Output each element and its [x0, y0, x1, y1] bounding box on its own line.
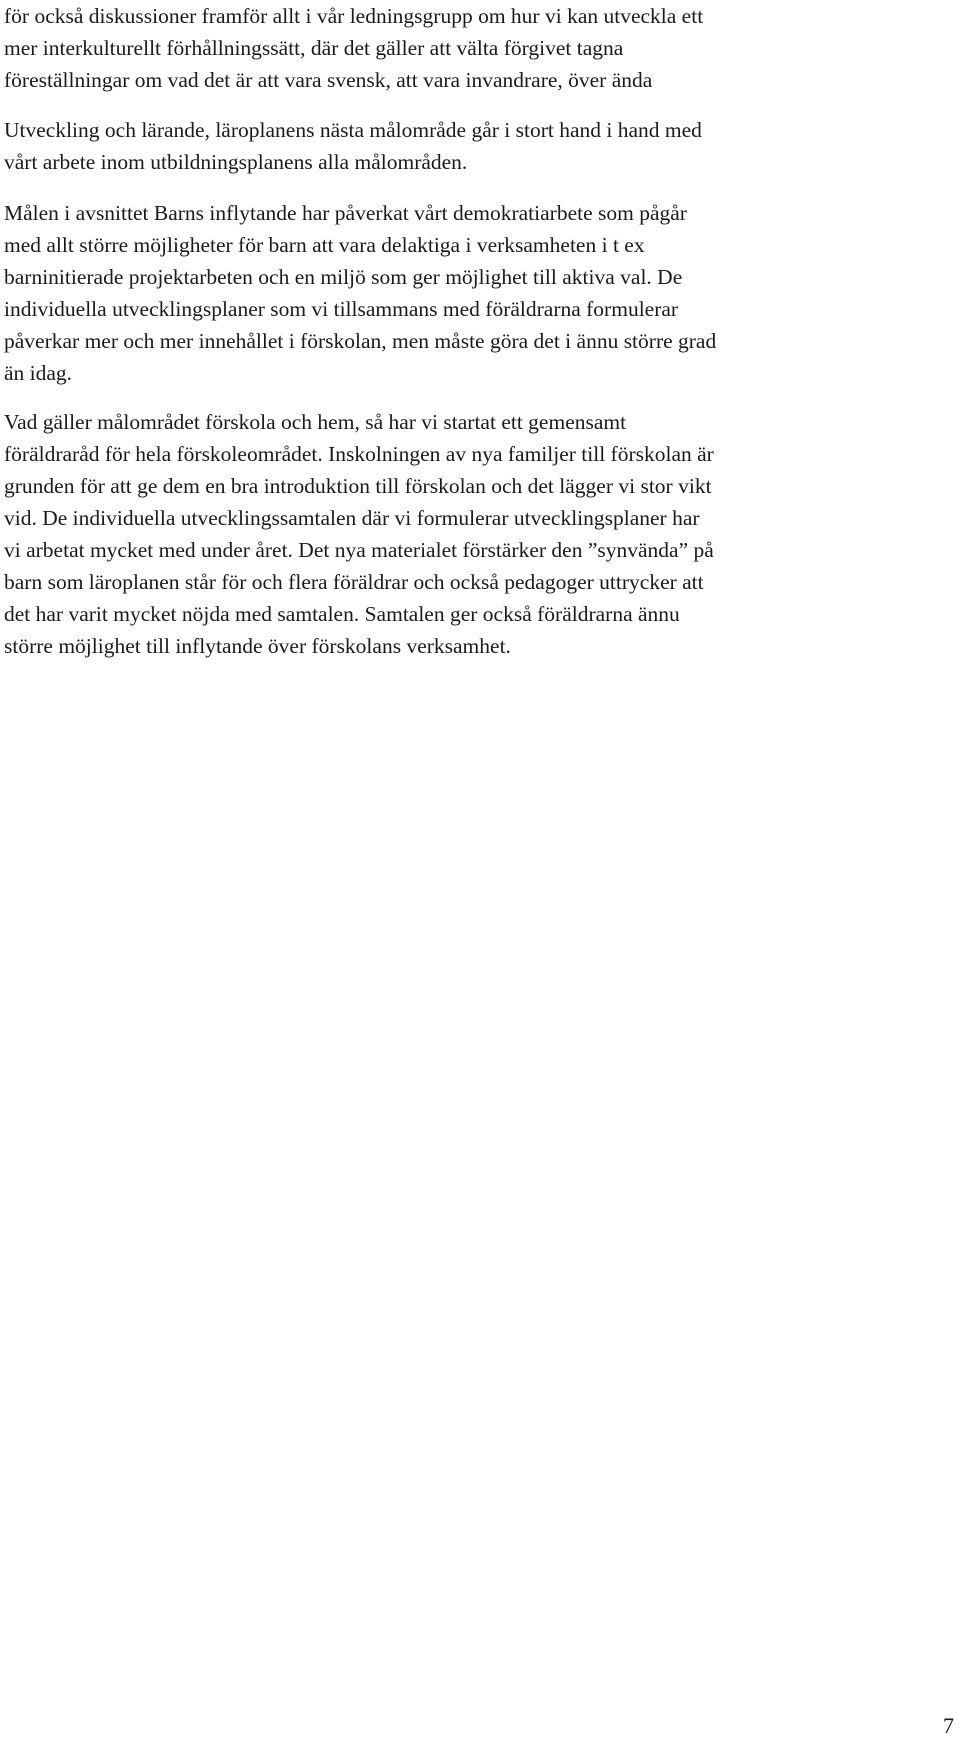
page-number: 7	[943, 1713, 954, 1738]
paragraph-preschool-home	[4, 406, 714, 662]
text-line: vi arbetat mycket med under året. Det nya materialet förstärker den ”synvända” på	[4, 538, 714, 562]
text-line: grunden för att ge dem en bra introduktion till förskolan och det lägger vi stor vikt	[4, 474, 712, 498]
text-line: föräldraråd för hela förskoleområdet. Inskolningen av nya familjer till förskolan är	[4, 442, 714, 466]
text-line: påverkar mer och mer innehållet i förskolan, men måste göra det i ännu större grad	[4, 329, 717, 353]
text-line: mer interkulturellt förhållningssätt, där det gäller att välta förgivet tagna	[4, 36, 624, 60]
text-line: Vad gäller målområdet förskola och hem, så har vi startat ett gemensamt	[4, 410, 627, 434]
text-line: barninitierade projektarbeten och en miljö som ger möjlighet till aktiva val. De	[4, 265, 683, 289]
text-line: än idag.	[4, 361, 73, 385]
text-line: det har varit mycket nöjda med samtalen. Samtalen ger också föräldrarna ännu	[4, 602, 680, 626]
text-line: Utveckling och lärande, läroplanens nästa målområde går i stort hand i hand med	[4, 118, 702, 142]
paragraph-children-influence	[4, 197, 716, 389]
text-line: barn som läroplanen står för och flera föräldrar och också pedagoger uttrycker att	[4, 570, 704, 594]
text-line: vårt arbete inom utbildningsplanens alla målområden.	[4, 150, 468, 174]
text-line: för också diskussioner framför allt i vår ledningsgrupp om hur vi kan utveckla ett	[4, 4, 704, 28]
paragraph-development-learning	[4, 114, 702, 178]
text-line: med allt större möjligheter för barn att vara delaktiga i verksamheten i t ex	[4, 233, 645, 257]
text-line: större möjlighet till inflytande över förskolans verksamhet.	[4, 634, 511, 658]
text-line: individuella utvecklingsplaner som vi tillsammans med föräldrarna formulerar	[4, 297, 679, 321]
text-line: Målen i avsnittet Barns inflytande har påverkat vårt demokratiarbete som pågår	[4, 201, 687, 225]
paragraph-intercultural	[4, 0, 703, 96]
text-line: vid. De individuella utvecklingssamtalen där vi formulerar utvecklingsplaner har	[4, 506, 700, 530]
text-line: föreställningar om vad det är att vara svensk, att vara invandrare, över ända	[4, 68, 653, 92]
